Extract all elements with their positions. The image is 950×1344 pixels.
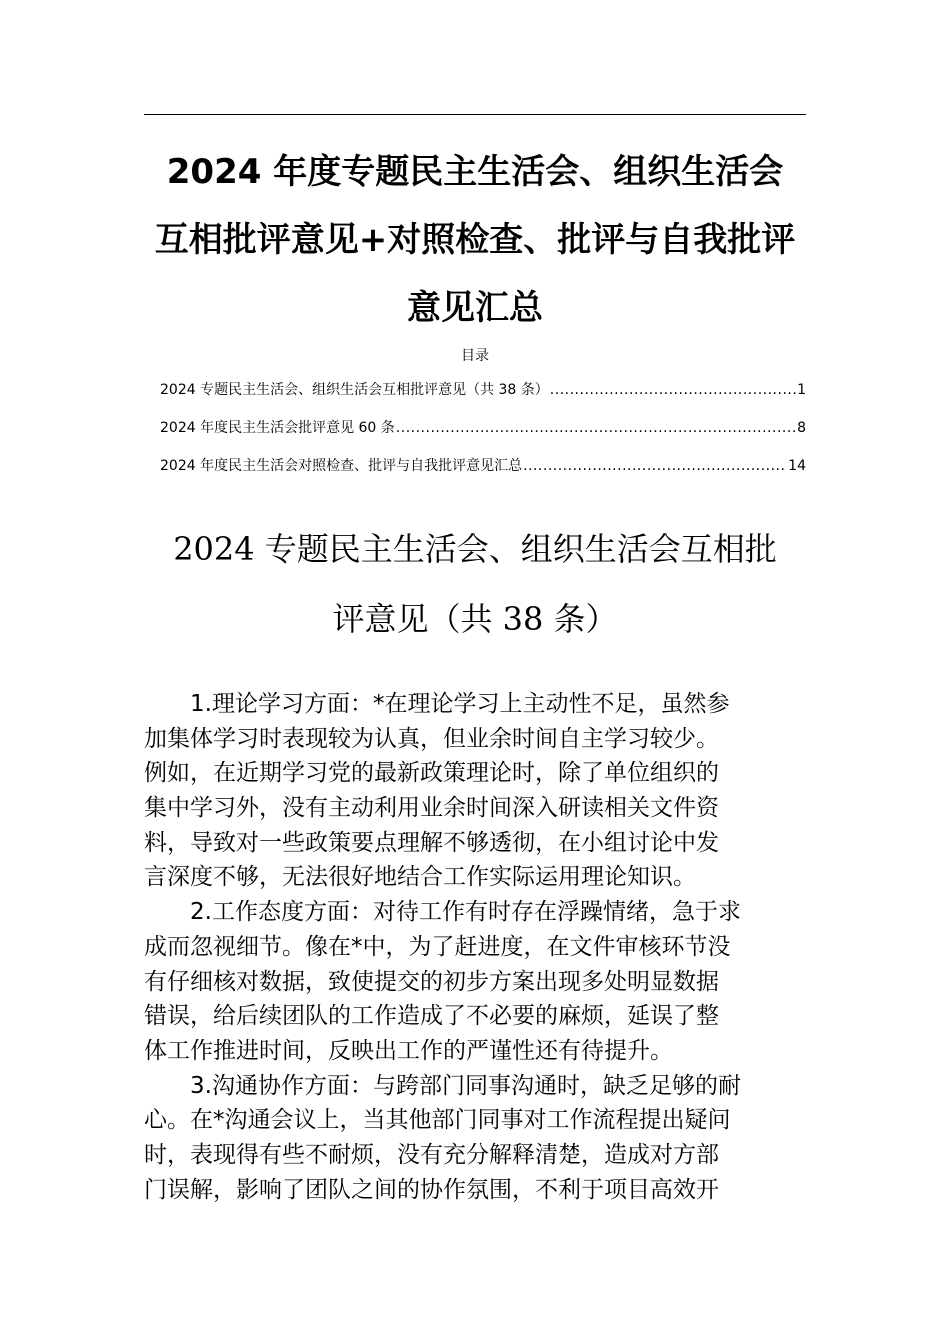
toc-entry-page: 8 [797,420,806,436]
toc-entry[interactable] [160,377,806,415]
paragraph-line: 例如，在近期学习党的最新政策理论时，除了单位组织的 [144,760,719,787]
section-title [140,514,810,654]
paragraph-line: 心。在*沟通会议上，当其他部门同事对工作流程提出疑问 [144,1107,731,1134]
paragraph-line: 成而忽视细节。像在*中，为了赶进度，在文件审核环节没 [144,933,731,960]
main-title-line: 2024 年度专题民主生活会、组织生活会 [166,152,784,192]
paragraph-line: 2.工作态度方面：对待工作有时存在浮躁情绪，急于求 [190,899,741,926]
toc-heading: 目录 [461,348,489,364]
toc-entry-page: 1 [797,382,806,398]
paragraph-line: 集中学习外，没有主动利用业余时间深入研读相关文件资 [144,795,719,822]
body-text [144,687,808,1207]
toc-entry-title: 2024 年度民主生活会对照检查、批评与自我批评意见汇总 [160,458,523,474]
section-title-line: 2024 专题民主生活会、组织生活会互相批 [173,530,777,568]
paragraph-line: 1.理论学习方面：*在理论学习上主动性不足，虽然参 [190,691,730,717]
toc-entry[interactable] [160,415,806,453]
table-of-contents [160,377,806,491]
paragraph-line: 错误，给后续团队的工作造成了不必要的麻烦，延误了整 [144,1003,719,1030]
paragraph-line: 言深度不够，无法很好地结合工作实际运用理论知识。 [144,864,696,891]
toc-entry[interactable] [160,453,806,491]
toc-entry-title: 2024 专题民主生活会、组织生活会互相批评意见（共 38 条） [160,382,549,398]
toc-entry-title: 2024 年度民主生活会批评意见 60 条 [160,420,395,436]
section-title-line: 评意见（共 38 条） [332,600,618,638]
toc-leader-dots [396,415,796,441]
toc-entry-page: 14 [788,458,806,474]
paragraph-line: 门误解，影响了团队之间的协作氛围，不利于项目高效开 [144,1176,719,1203]
main-title-line: 互相批评意见+对照检查、批评与自我批评 [154,220,796,260]
paragraph-line: 3.沟通协作方面：与跨部门同事沟通时，缺乏足够的耐 [190,1072,741,1099]
main-title-line: 意见汇总 [407,288,543,328]
main-title [140,138,810,342]
header-rule [144,114,806,115]
paragraph-line: 时，表现得有些不耐烦，没有充分解释清楚，造成对方部 [144,1141,719,1168]
paragraph-line: 有仔细核对数据，致使提交的初步方案出现多处明显数据 [144,968,719,995]
toc-leader-dots [550,377,796,403]
paragraph-line: 体工作推进时间，反映出工作的严谨性还有待提升。 [144,1037,673,1064]
paragraph-line: 加集体学习时表现较为认真，但业余时间自主学习较少。 [144,725,719,752]
toc-leader-dots [523,453,787,479]
paragraph-line: 料，导致对一些政策要点理解不够透彻，在小组讨论中发 [144,829,719,856]
